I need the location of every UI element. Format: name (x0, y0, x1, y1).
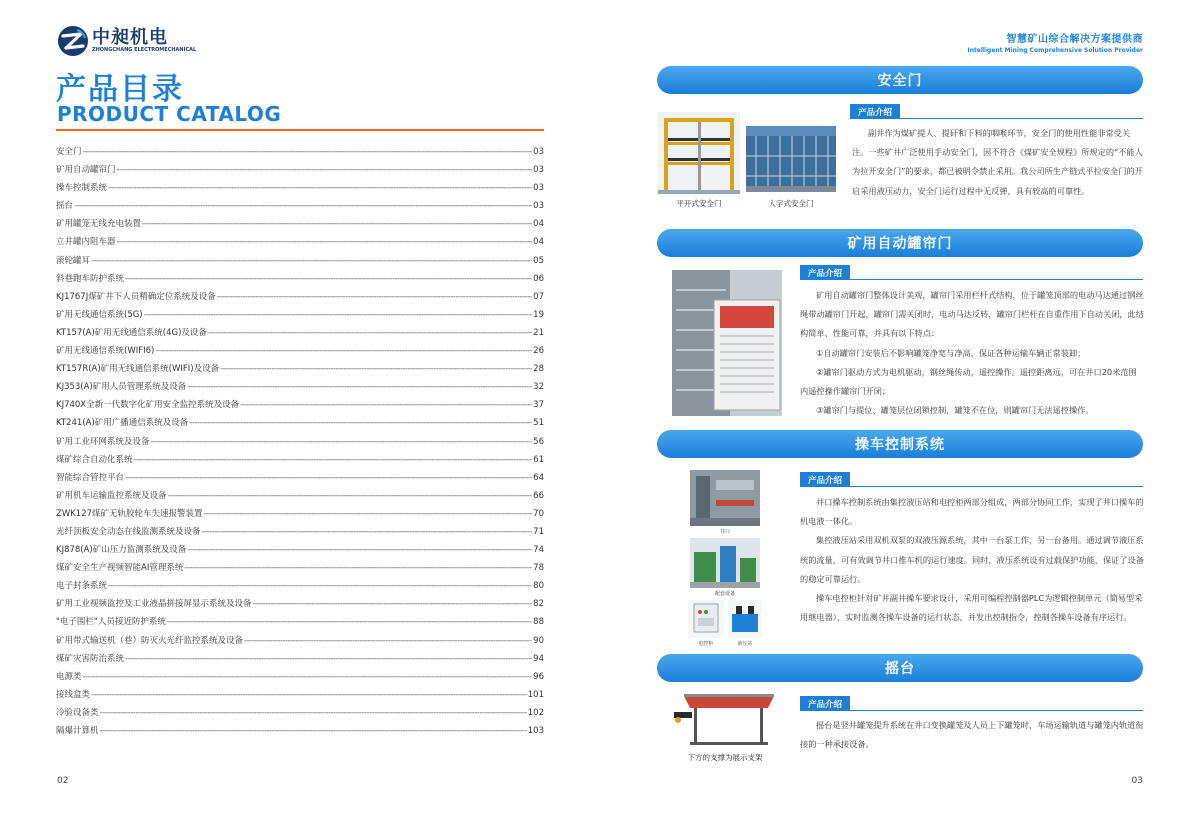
toc-entry-label: 矿用罐笼无线充电装置 (56, 219, 142, 230)
curtain-door-paragraph: 矿用自动罐帘门整体设计美观，罐帘门采用栏杆式结构，位于罐笼顶部的电动马达通过钢丝绳带动罐帘门开起，罐帘门需关闭时，电动马达反转，罐帘门栏杆在自重作用下自动关闭，此结构简单、性能可靠，并具有以下特点： (800, 290, 1144, 339)
toc-leader-dots (204, 509, 533, 519)
toc-entry-page: 90 (533, 635, 544, 646)
intro-tag: 产品介绍 (800, 265, 850, 280)
toc-entry-label: 摇台 (56, 201, 74, 212)
toc-entry[interactable] (56, 398, 544, 416)
rocking-platform-paragraph: 摇台是竖井罐笼提升系统在井口变换罐笼及人员上下罐笼时，车场运输轨道与罐笼内轨道衔接的一种承接设备。 (800, 720, 1144, 750)
toc-leader-dots (117, 237, 533, 247)
toc-leader-dots (91, 256, 532, 266)
toc-entry[interactable] (56, 362, 544, 380)
toc-entry[interactable] (56, 688, 544, 706)
toc-leader-dots (187, 545, 532, 555)
catalog-divider (56, 129, 544, 131)
catalog-title-cn: 产品目录 (56, 72, 184, 107)
toc-leader-dots (240, 400, 532, 410)
page-number-right: 03 (1131, 776, 1143, 786)
toc-entry-label: 智能综合管控平台 (56, 472, 125, 483)
toc-leader-dots (144, 310, 533, 320)
toc-entry-label: KJ353(A)矿用人员管理系统及设备 (56, 382, 187, 393)
toc-entry-label: 操车控制系统 (56, 183, 108, 194)
section-title-curtain-door: 矿用自动罐帘门 (657, 229, 1143, 257)
car-control-description (800, 493, 1144, 627)
toc-leader-dots (253, 599, 533, 609)
toc-entry-label: KJ1767J煤矿井下人员精确定位系统及设备 (56, 291, 216, 302)
toc-entry[interactable] (56, 453, 544, 471)
toc-leader-dots (155, 346, 532, 356)
toc-entry[interactable] (56, 217, 544, 235)
toc-entry-label: 煤矿灾害防治系统 (56, 653, 125, 664)
toc-leader-dots (220, 364, 532, 374)
toc-entry-page: 28 (533, 364, 544, 375)
toc-entry-page: 19 (533, 309, 544, 320)
toc-entry-label: 矿用带式输送机（巷）防灭火光纤监控系统及设备 (56, 635, 244, 646)
intro-underline (800, 710, 1143, 711)
toc-entry-page: 103 (527, 726, 544, 736)
tagline (967, 30, 1143, 54)
toc-entry[interactable] (56, 290, 544, 308)
toc-leader-dots (202, 527, 533, 537)
toc-entry-label: 矿用工业环网系统及设备 (56, 436, 150, 447)
caption-herringbone-door: 人字式安全门 (768, 199, 814, 208)
intro-underline (800, 486, 1143, 487)
safety-door-description (852, 124, 1144, 201)
toc-entry-page: 61 (533, 454, 544, 465)
toc-entry-page: 51 (533, 418, 544, 429)
photo-shaft-mouth (690, 470, 760, 526)
toc-entry[interactable] (56, 597, 544, 615)
toc-entry-page: 05 (533, 255, 544, 266)
section-title-rocking-platform: 摇台 (657, 654, 1143, 682)
table-of-contents (56, 145, 544, 742)
toc-entry-page: 80 (533, 581, 544, 592)
toc-entry-page: 04 (533, 219, 544, 230)
toc-entry-label: KJ878(A)矿山压力监测系统及设备 (56, 545, 187, 556)
toc-entry-label: 煤矿安全生产视频智能AI管理系统 (56, 563, 184, 574)
intro-tag: 产品介绍 (800, 696, 850, 711)
toc-entry-page: 82 (533, 599, 544, 610)
toc-entry-page: 32 (533, 382, 544, 393)
toc-entry-label: 滚轮罐耳 (56, 255, 91, 266)
toc-entry-label: 矿用工业视频监控及工业液晶拼接屏显示系统及设备 (56, 599, 252, 610)
toc-entry-page: 03 (533, 165, 544, 176)
toc-leader-dots (168, 491, 533, 501)
photo-supporting-equipment (690, 538, 760, 588)
intro-tag: 产品介绍 (800, 472, 850, 487)
section-title-safety-door: 安全门 (657, 66, 1143, 94)
toc-leader-dots (125, 274, 532, 284)
toc-leader-dots (151, 437, 533, 447)
toc-entry-page: 06 (533, 273, 544, 284)
toc-entry[interactable] (56, 489, 544, 507)
logo-name-cn: 中昶机电 (92, 26, 168, 48)
curtain-door-feature-2: ②罐帘门驱动方式为电机驱动，钢丝绳传动，遥控操作。遥控距离远，可在井口20米范围内遥控操作罐帘门开闭； (800, 366, 1137, 397)
toc-entry-page: 26 (533, 346, 544, 357)
toc-entry-page: 71 (533, 526, 544, 537)
toc-leader-dots (83, 672, 533, 682)
section-title-car-control: 操车控制系统 (657, 430, 1143, 458)
toc-entry-label: ZWK127煤矿无轨胶轮车失速报警装置 (56, 508, 203, 519)
toc-entry-page: 78 (533, 563, 544, 574)
caption-hydraulic-station: 液压站 (737, 641, 753, 647)
toc-entry-page: 102 (527, 707, 544, 718)
toc-entry-label: KT241(A)矿用广播通信系统及设备 (56, 418, 189, 429)
toc-entry-page: 03 (533, 201, 544, 212)
toc-leader-dots (100, 708, 527, 718)
intro-underline (800, 279, 1143, 280)
toc-entry[interactable] (56, 652, 544, 670)
toc-entry-page: 74 (533, 545, 544, 556)
company-logo (57, 25, 196, 57)
car-control-paragraph-2: 集控液压站采用双机双泵的双液压源系统，其中一台泵工作，另一台备用。通过调节液压系统的流量，可有效调节井口推车机的运行速度。同时，液压系统设有过载保护功能，保证了设备的稳定可靠运行。 (800, 535, 1144, 584)
toc-entry[interactable] (56, 254, 544, 272)
toc-leader-dots (117, 165, 533, 175)
toc-entry[interactable] (56, 235, 544, 253)
toc-entry[interactable] (56, 163, 544, 181)
toc-entry-page: 37 (533, 400, 544, 411)
caption-control-cabinet: 电控柜 (698, 641, 714, 647)
toc-leader-dots (167, 617, 532, 627)
toc-entry[interactable] (56, 615, 544, 633)
toc-entry[interactable] (56, 471, 544, 489)
toc-leader-dots (74, 201, 532, 211)
toc-entry[interactable] (56, 724, 544, 742)
toc-entry-label: 冷验设备类 (56, 707, 99, 718)
toc-entry[interactable] (56, 507, 544, 525)
caption-supporting-equipment: 配套设备 (714, 591, 735, 597)
toc-entry[interactable] (56, 181, 544, 199)
toc-entry-label: 矿用无线通信系统(WIFI6) (56, 346, 155, 357)
toc-leader-dots (187, 382, 532, 392)
toc-entry[interactable] (56, 199, 544, 217)
rocking-platform-description (800, 716, 1144, 754)
photo-control-cabinet (688, 600, 724, 638)
toc-entry-label: 电子封条系统 (56, 581, 108, 592)
toc-entry-label: 光纤顶板安全动态在线监测系统及设备 (56, 526, 201, 537)
toc-leader-dots (108, 581, 532, 591)
toc-entry-label: 矿用自动罐帘门 (56, 165, 116, 176)
toc-entry-label: 隔爆计算机 (56, 726, 99, 736)
logo-mark-icon (57, 25, 89, 57)
caption-rocking-platform: 下方的支撑为展示支架 (687, 753, 763, 762)
logo-name-en: ZHONGCHANG ELECTROMECHANICAL (92, 46, 197, 53)
toc-entry[interactable] (56, 525, 544, 543)
car-control-paragraph-3: 操车电控柜针对矿井副井操车要求设计，采用可编程控制器PLC为逻辑控制单元（简易型采用继电器），实时监测各操车设备的运行状态，并发出控制指令，控制各操车设备有序运行。 (800, 593, 1143, 623)
toc-leader-dots (83, 147, 533, 157)
toc-leader-dots (134, 455, 533, 465)
toc-entry-label: 斜巷跑车防护系统 (56, 273, 125, 284)
toc-entry-label: 安全门 (56, 147, 82, 157)
toc-entry-page: 03 (533, 183, 544, 194)
toc-entry[interactable] (56, 670, 544, 688)
page-number-left: 02 (57, 776, 69, 786)
toc-leader-dots (184, 563, 532, 573)
toc-entry-page: 70 (533, 508, 544, 519)
tagline-cn: 智慧矿山综合解决方案提供商 (1006, 34, 1143, 45)
toc-entry[interactable] (56, 706, 544, 724)
car-control-paragraph-1: 井口操车控制系统由集控液压站和电控柜两部分组成，两部分协同工作，实现了井口操车的机电液一体化。 (800, 497, 1144, 527)
toc-entry-label: 矿用机车运输监控系统及设备 (56, 490, 167, 501)
toc-leader-dots (108, 183, 532, 193)
toc-entry[interactable] (56, 380, 544, 398)
toc-entry-label: "电子围栏"人员接近防护系统 (56, 617, 166, 628)
toc-entry[interactable] (56, 634, 544, 652)
intro-underline (850, 118, 1143, 119)
toc-entry-label: 接线盒类 (56, 689, 91, 700)
curtain-door-feature-3: ③罐帘门与提位、罐笼层位闭锁控制，罐笼不在位，则罐帘门无法遥控操作。 (816, 405, 1094, 416)
intro-tag: 产品介绍 (850, 104, 900, 119)
caption-swing-door: 平开式安全门 (676, 199, 722, 208)
toc-entry-page: 64 (533, 472, 544, 483)
caption-shaft-mouth: 井口 (719, 529, 730, 535)
toc-entry[interactable] (56, 344, 544, 362)
catalog-title-en: PRODUCT CATALOG (57, 102, 282, 126)
toc-leader-dots (100, 726, 527, 736)
toc-entry-label: KJ740X全新一代数字化矿用安全监控系统及设备 (56, 400, 240, 411)
toc-leader-dots (189, 418, 532, 428)
toc-entry[interactable] (56, 579, 544, 597)
tagline-en: Intelligent Mining Comprehensive Solution Provider (967, 47, 1143, 54)
toc-entry-label: 煤矿综合自动化系统 (56, 454, 133, 465)
photo-rocking-platform (670, 690, 780, 748)
toc-entry-label: KT157R(A)矿用无线通信系统(WIFI)及设备 (56, 364, 220, 375)
toc-leader-dots (217, 292, 532, 302)
toc-entry-page: 96 (533, 671, 544, 682)
toc-entry-page: 04 (533, 237, 544, 248)
toc-entry-page: 21 (533, 327, 544, 338)
safety-door-paragraph: 副井作为煤矿提人、提矸和下料的咽喉环节，安全门的使用性能非常受关注。一些矿井广泛使用手动安全门，因不符合《煤矿安全规程》所规定的“不能人为拉开安全门”的要求，都已被明令禁止采用。我公司所生产链式平拉安全门的开启采用液压动力，安全门运行过程中无反弹，具有较高的可靠性。 (852, 128, 1143, 196)
right-page (600, 0, 1200, 815)
toc-entry[interactable] (56, 326, 544, 344)
toc-leader-dots (91, 690, 527, 700)
toc-entry-label: 电源类 (56, 671, 82, 682)
photo-curtain-door (672, 270, 782, 416)
toc-entry[interactable] (56, 435, 544, 453)
toc-leader-dots (244, 636, 532, 646)
toc-leader-dots (125, 654, 532, 664)
toc-entry-page: 88 (533, 617, 544, 628)
toc-entry[interactable] (56, 543, 544, 561)
curtain-door-feature-1: ①自动罐帘门安装后不影响罐笼净宽与净高，保证各种运输车辆正常装卸； (816, 347, 1086, 358)
toc-entry[interactable] (56, 416, 544, 434)
toc-entry-page: 07 (533, 291, 544, 302)
toc-entry-page: 66 (533, 490, 544, 501)
toc-leader-dots (142, 219, 532, 229)
toc-entry-label: KT157(A)矿用无线通信系统(4G)及设备 (56, 327, 207, 338)
toc-entry[interactable] (56, 561, 544, 579)
toc-entry[interactable] (56, 145, 544, 163)
photo-herringbone-safety-door (746, 126, 836, 192)
toc-entry-page: 94 (533, 653, 544, 664)
toc-leader-dots (125, 473, 532, 483)
toc-entry[interactable] (56, 308, 544, 326)
photo-swing-safety-door (658, 112, 740, 194)
toc-entry-label: 矿用无线通信系统(5G) (56, 309, 143, 320)
toc-entry-page: 03 (533, 147, 544, 157)
toc-entry-page: 56 (533, 436, 544, 447)
photo-hydraulic-station (728, 600, 762, 638)
toc-entry-label: 立井罐内阻车器 (56, 237, 116, 248)
toc-entry[interactable] (56, 272, 544, 290)
toc-entry-page: 101 (527, 689, 544, 700)
toc-leader-dots (208, 328, 532, 338)
curtain-door-description (800, 286, 1144, 420)
